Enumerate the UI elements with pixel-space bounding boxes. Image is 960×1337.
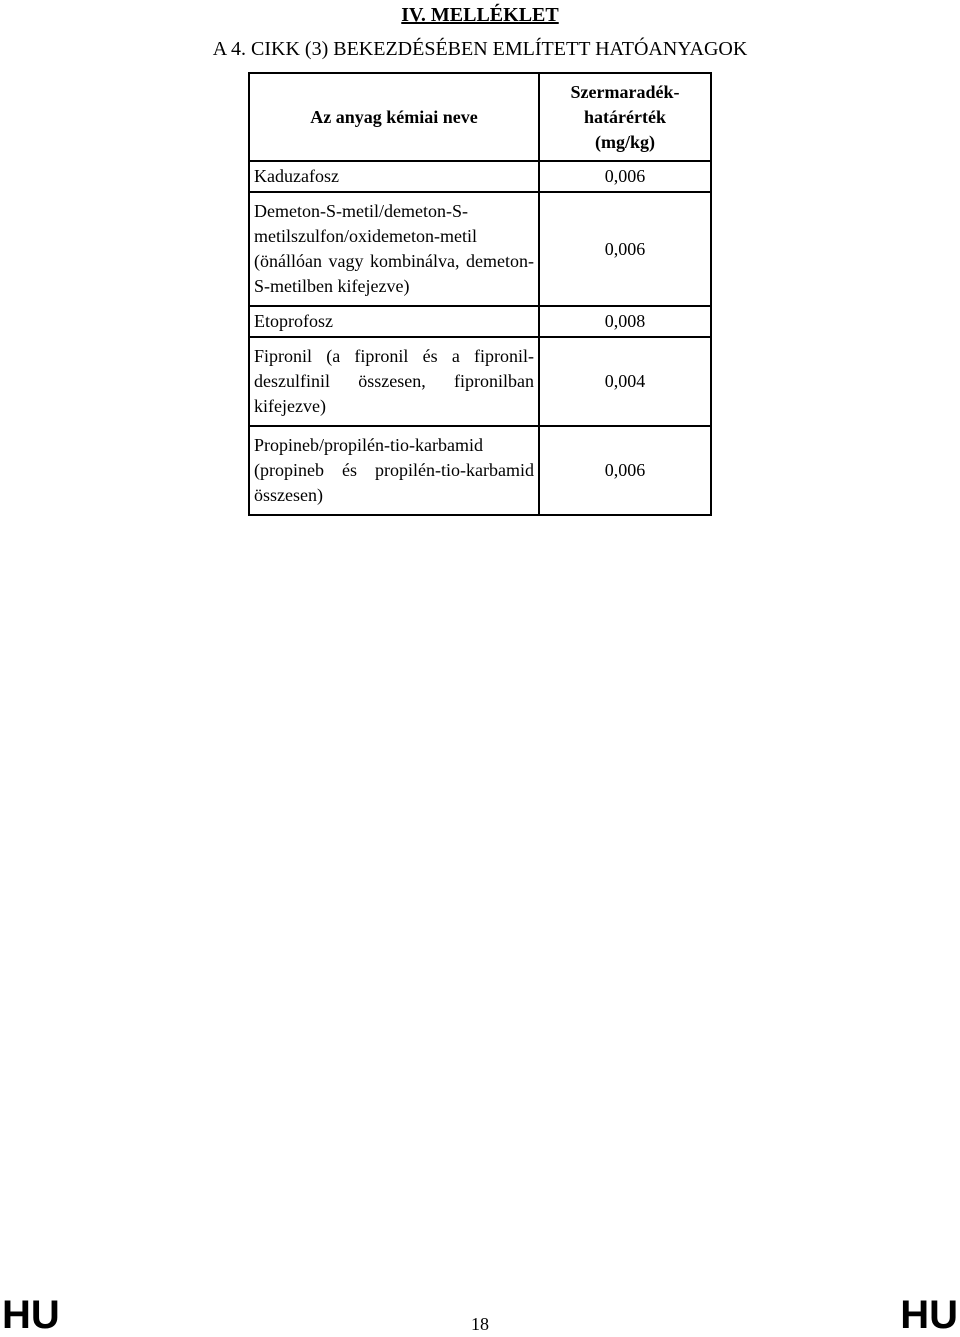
table-row — [249, 306, 711, 337]
footer-language-code-left: HU — [2, 1293, 60, 1337]
substance-name-cell: Fipronil (a fipronil és a fipronil-deszulfinil összesen, fipronilban kifejezve) — [249, 337, 539, 426]
table-row — [249, 337, 711, 426]
table-header-row — [249, 73, 711, 161]
residue-limit-cell: 0,006 — [539, 192, 711, 306]
column-header-residue-limit-line1: Szermaradék- — [570, 81, 680, 102]
column-header-residue-limit-line2: határérték — [584, 106, 666, 127]
column-header-residue-limit-line3: (mg/kg) — [595, 131, 655, 152]
table-row — [249, 426, 711, 515]
substance-name-cell: Etoprofosz — [249, 306, 539, 337]
substance-name-cell: Propineb/propilén-tio-karbamid (propineb és propilén-tio-karbamid összesen) — [249, 426, 539, 515]
column-header-residue-limit — [539, 73, 711, 161]
residue-limit-cell: 0,006 — [539, 426, 711, 515]
annex-subtitle: A 4. CIKK (3) BEKEZDÉSÉBEN EMLÍTETT HATÓANYAGOK — [212, 38, 748, 60]
residue-limit-cell: 0,008 — [539, 306, 711, 337]
page-number: 18 — [471, 1314, 489, 1334]
residue-limit-cell: 0,004 — [539, 337, 711, 426]
residue-limit-table — [248, 72, 712, 516]
column-header-substance-name: Az anyag kémiai neve — [249, 73, 539, 161]
footer-language-code-right: HU — [900, 1293, 958, 1337]
table-row — [249, 192, 711, 306]
annex-title: IV. MELLÉKLET — [401, 4, 559, 26]
substance-name-cell: Demeton-S-metil/demeton-S-metilszulfon/oxidemeton-metil (önállóan vagy kombinálva, demeton-S-metilben kifejezve) — [249, 192, 539, 306]
table-row — [249, 161, 711, 192]
substance-name-cell: Kaduzafosz — [249, 161, 539, 192]
residue-limit-cell: 0,006 — [539, 161, 711, 192]
